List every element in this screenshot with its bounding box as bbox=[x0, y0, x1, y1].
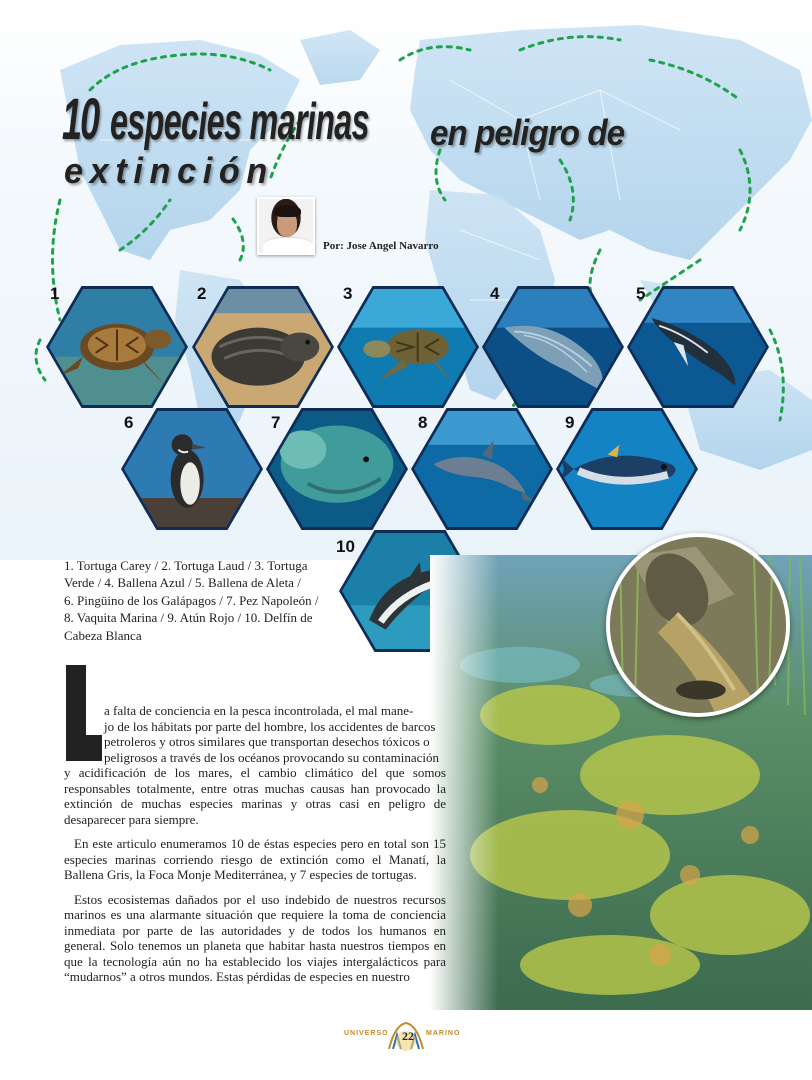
turtle-icon bbox=[340, 289, 476, 405]
species-hex-2 bbox=[192, 286, 334, 408]
hex-number-2: 2 bbox=[197, 284, 207, 303]
porpoise-icon bbox=[414, 411, 550, 527]
hex-number-9: 9 bbox=[565, 413, 575, 432]
title-extincion: extinción bbox=[64, 150, 274, 191]
caption-line: 6. Pingüino de los Galápagos / 7. Pez Napoleón / bbox=[64, 592, 319, 608]
fish-icon bbox=[269, 411, 405, 527]
hex-number-3: 3 bbox=[343, 284, 353, 303]
title-en-peligro-de: en peligro de bbox=[430, 112, 625, 153]
whale-icon bbox=[485, 289, 621, 405]
hex-number-5: 5 bbox=[636, 284, 646, 303]
hex-number-6: 6 bbox=[124, 413, 134, 432]
hex-number-7: 7 bbox=[271, 413, 281, 432]
article-line: petroleros y otros similares que transportan desechos tóxicos o bbox=[104, 734, 430, 749]
caption-line: Cabeza Blanca bbox=[64, 627, 142, 643]
species-hex-5 bbox=[627, 286, 769, 408]
page-footer bbox=[0, 1016, 812, 1056]
author-photo bbox=[257, 197, 315, 255]
title-especies-marinas: especies marinas bbox=[110, 93, 369, 151]
hex-number-8: 8 bbox=[418, 413, 428, 432]
caption-line: 8. Vaquita Marina / 9. Atún Rojo / 10. Delfín de bbox=[64, 610, 313, 626]
caption-line: 1. Tortuga Carey / 2. Tortuga Laud / 3. Tortuga bbox=[64, 558, 308, 573]
article-line: peligrosos a través de los océanos provocando su contaminación bbox=[104, 749, 440, 765]
author-byline: Por: Jose Angel Navarro bbox=[323, 240, 439, 252]
species-hex-6 bbox=[121, 408, 263, 530]
page-number: 22 bbox=[402, 1029, 414, 1043]
species-hex-7 bbox=[266, 408, 408, 530]
article-line: a falta de conciencia en la pesca incontrolada, el mal mane- bbox=[104, 703, 414, 718]
hex-number-10: 10 bbox=[336, 537, 355, 556]
drain-pipe-photo bbox=[606, 533, 790, 717]
tuna-icon bbox=[559, 411, 695, 527]
turtle-icon bbox=[49, 289, 185, 405]
caption-line: Verde / 4. Ballena Azul / 5. Ballena de Aleta / bbox=[64, 575, 301, 591]
footer-brand-right: MARINO bbox=[426, 1030, 461, 1037]
article-paragraph-2: En este articulo enumeramos 10 de éstas especies pero en total son 15 especies marinas corriendo riesgo de extinción como el Manatí, la Ballena Gris, la Foca Monje Mediterránea, y 7 especies de tortugas. bbox=[64, 836, 446, 882]
title-number: 10 bbox=[62, 87, 99, 152]
species-hex-1 bbox=[46, 286, 188, 408]
species-hex-9 bbox=[556, 408, 698, 530]
species-caption bbox=[64, 557, 336, 644]
article-paragraph-3: Estos ecosistemas dañados por el uso indebido de nuestros recursos marinos es una alarmante situación que requiere la toma de conciencia inmediata por parte de las autoridades y de todos los humanos en general. Solo tenemos un planeta que habitar hasta nuestros tiempos en que la tecnología aún no ha establecido los viajes intergalácticos para “mudarnos” a otros mundos. Estas pérdidas de especies en nuestro bbox=[64, 891, 446, 984]
article-body bbox=[64, 703, 446, 994]
hex-number-1: 1 bbox=[50, 284, 60, 303]
hex-number-4: 4 bbox=[490, 284, 500, 303]
species-hex-4 bbox=[482, 286, 624, 408]
article-line: jo de los hábitats por parte del hombre, los accidentes de barcos bbox=[104, 718, 436, 734]
footer-brand-left: UNIVERSO bbox=[344, 1030, 389, 1037]
species-hex-3 bbox=[337, 286, 479, 408]
article-paragraph-1-continued: y acidificación de los mares, el cambio climático del que somos responsables totalmente, entre otras muchas causas han provocado la extinción de muchas especies marinas y otras casi en peligro de desaparecer para siempre. bbox=[64, 765, 446, 827]
penguin-icon bbox=[124, 411, 260, 527]
turtle-icon bbox=[195, 289, 331, 405]
species-hex-8 bbox=[411, 408, 553, 530]
whale-icon bbox=[630, 289, 766, 405]
